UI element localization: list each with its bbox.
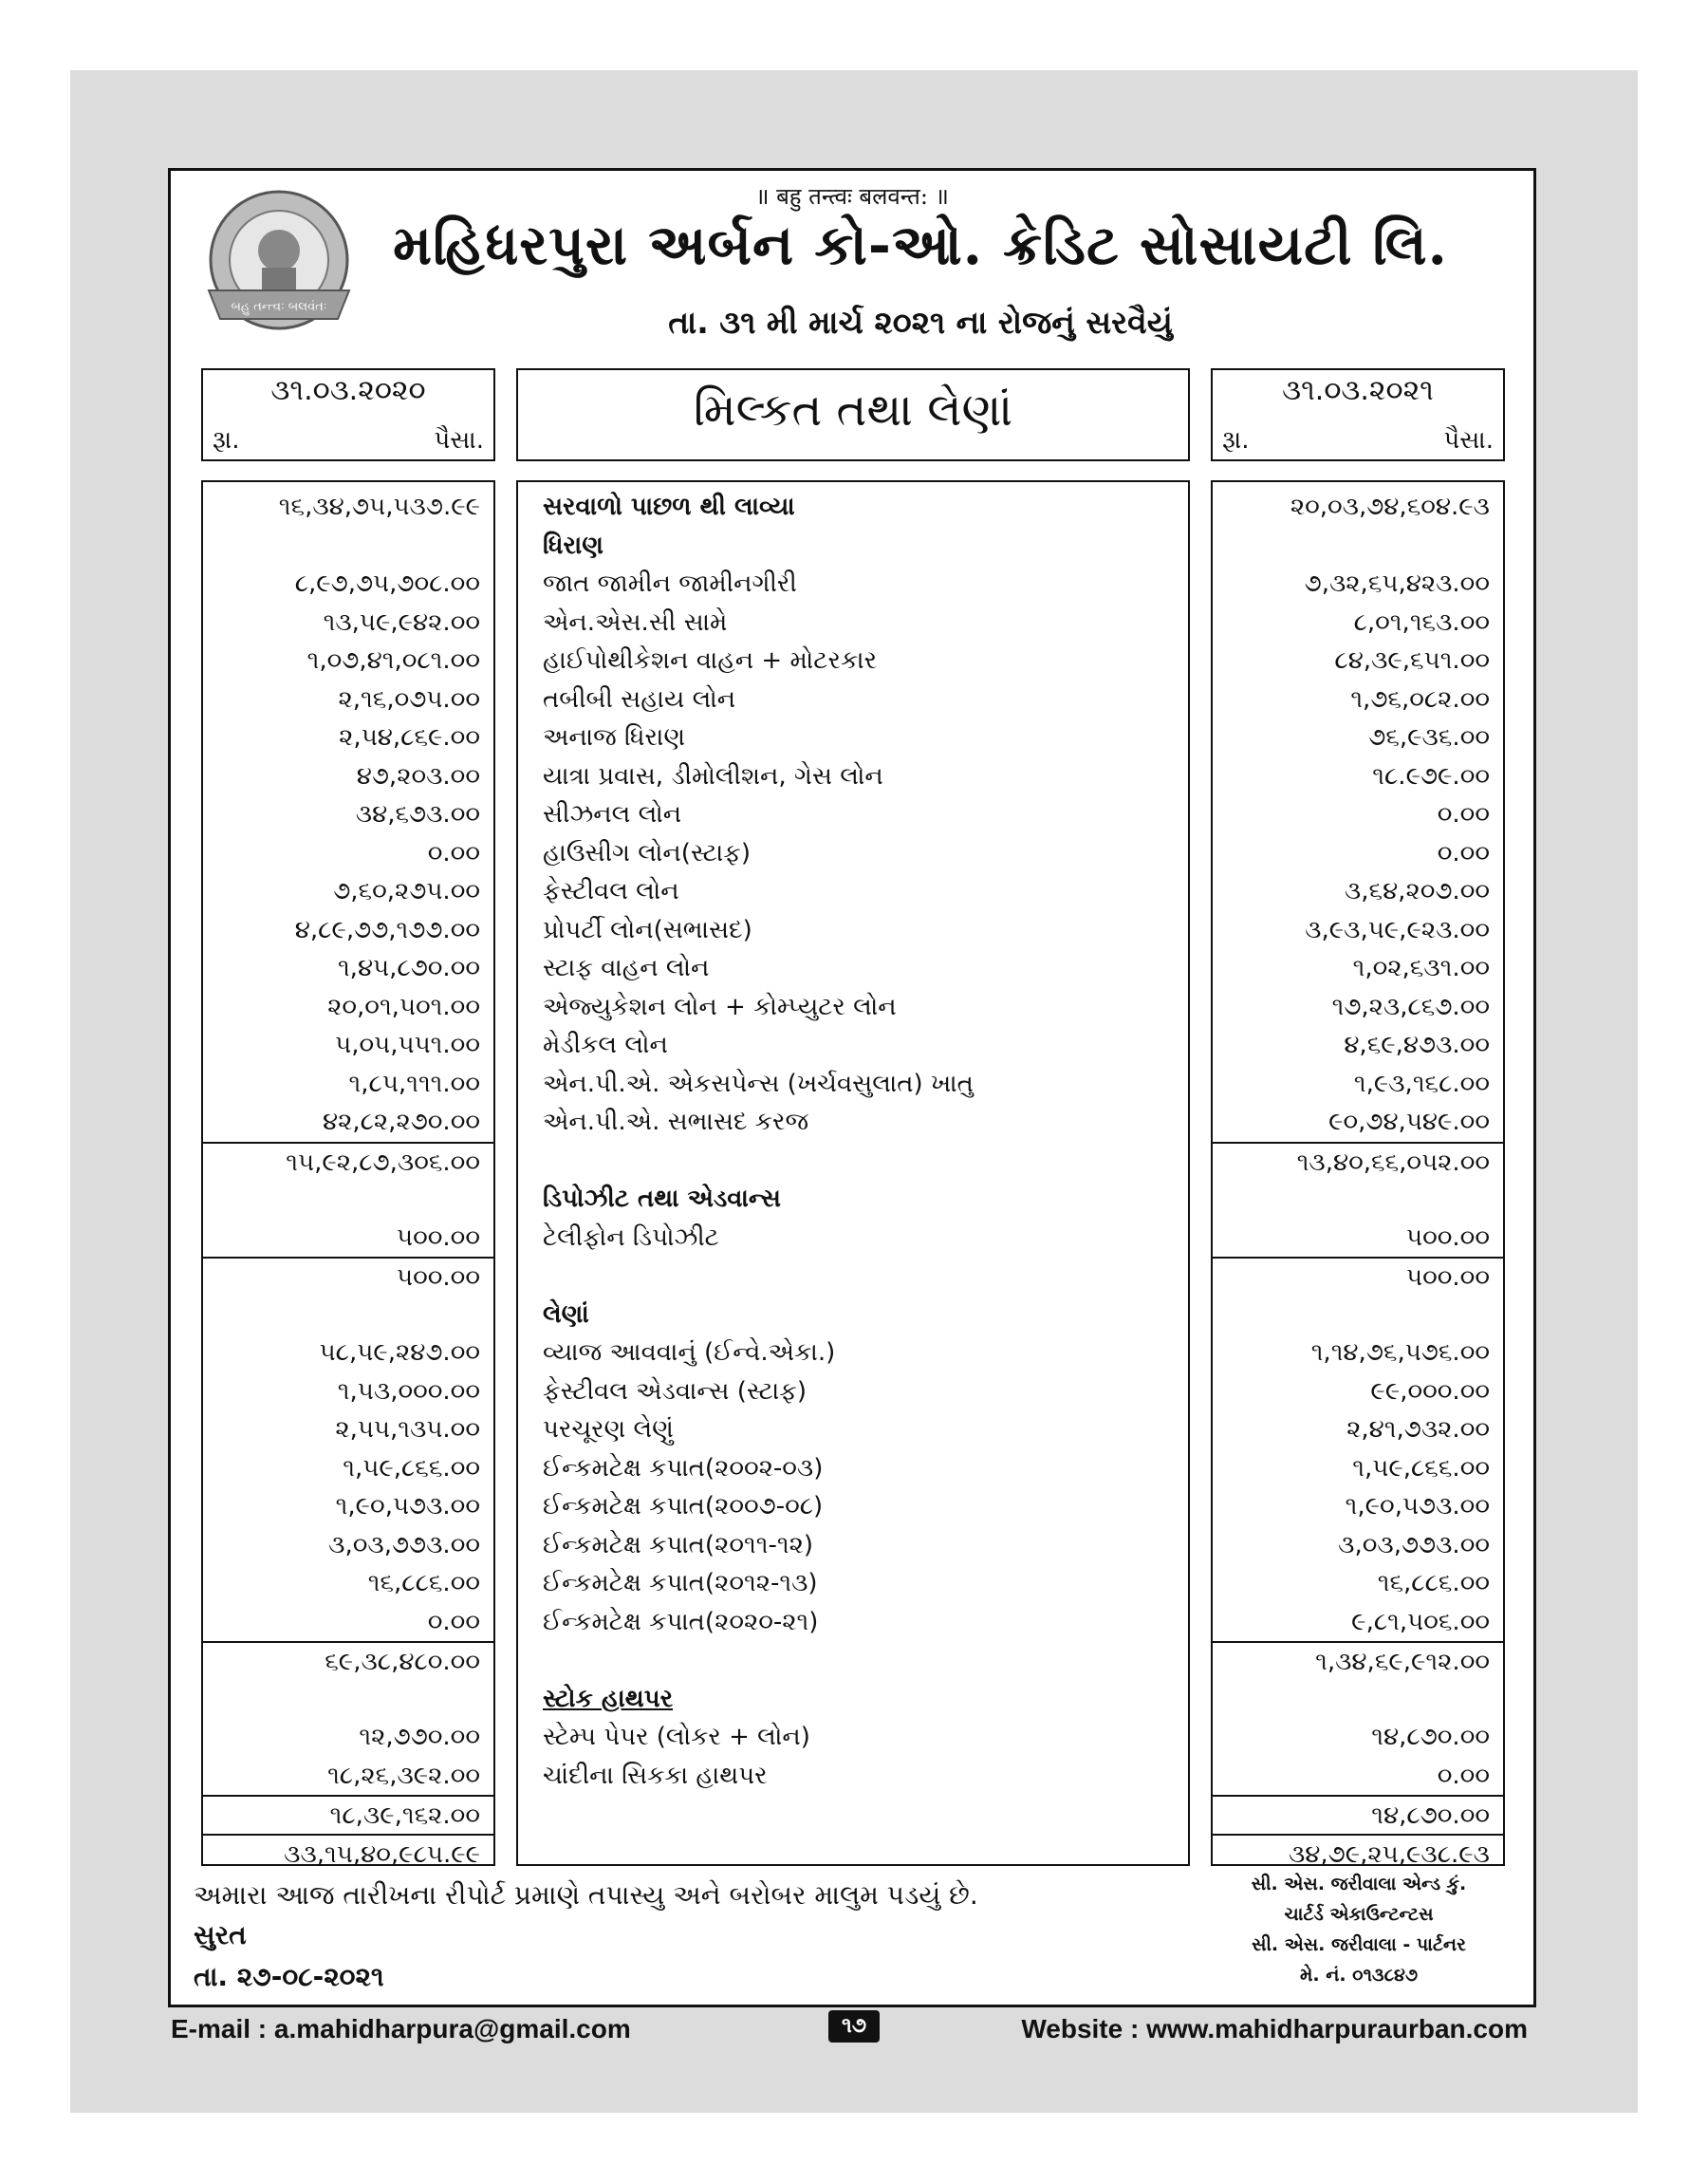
left-amount-cell: ૩૪,૬૭૩.૦૦ xyxy=(355,800,480,829)
left-amount-cell: ૮,૯૭,૭૫,૭૦૮.૦૦ xyxy=(294,569,480,598)
assets-heading: મિલ્કત તથા લેણાં xyxy=(693,383,1013,437)
city: સુરત xyxy=(194,1919,247,1950)
row-description xyxy=(518,604,1188,642)
left-amount-cell: ૧,૯૦,૫૭૩.૦૦ xyxy=(335,1492,480,1521)
row-description-text: હાઉસીગ લોન(સ્ટાફ) xyxy=(543,838,752,868)
row-description-text: ઈન્કમટેક્ષ કપાત(૨૦૦૨-૦૩) xyxy=(543,1453,824,1483)
row-description xyxy=(518,1641,1188,1679)
left-amount-cell: ૨,૫૫,૧૩૫.૦૦ xyxy=(335,1415,480,1444)
left-amount-cell: ૧૫,૯૨,૮૭,૩૦૬.૦૦ xyxy=(203,1142,493,1180)
row-description-text: સ્ટાફ વાહન લોન xyxy=(543,954,710,982)
row-description-text: હાઈપોથીકેશન વાહન + મોટરકાર xyxy=(543,646,878,675)
row-description-text: ઈન્કમટેક્ષ કપાત(૨૦૦૭-૦૮) xyxy=(543,1492,824,1521)
row-description xyxy=(518,1795,1188,1833)
left-amount-cell xyxy=(203,1180,493,1218)
motto: ॥ बहु तन्त्वः बलवन्त: ॥ xyxy=(755,183,949,210)
section-heading xyxy=(518,1180,1188,1218)
balance-sheet-frame xyxy=(168,168,1536,2007)
society-title: મહિધરપુરા અર્બન કો-ઓ. ક્રેડિટ સોસાયટી લિ. xyxy=(393,213,1448,277)
section-heading xyxy=(518,1296,1188,1334)
row-description xyxy=(518,1372,1188,1410)
left-amount-cell: ૭,૬૦,૨૭૫.૦૦ xyxy=(333,877,480,905)
row-description xyxy=(518,757,1188,795)
row-description-text: એન.પી.એ. એકસપેન્સ (ખર્ચવસુલાત) ખાતુ xyxy=(543,1069,974,1098)
row-description xyxy=(518,1142,1188,1180)
right-amount-cell: ૧૪,૮૭૦.૦૦ xyxy=(1213,1795,1503,1833)
right-amount-cell: ૮૪,૩૯,૬૫૧.૦૦ xyxy=(1334,646,1490,675)
right-amount-cell: ૫૦૦.૦૦ xyxy=(1213,1257,1503,1295)
row-description xyxy=(518,1834,1188,1872)
auditor-partner: સી. એસ. જરીવાલા - પાર્ટનર xyxy=(1252,1934,1466,1955)
row-description xyxy=(518,718,1188,756)
right-rs-label: રૂા. xyxy=(1222,426,1250,455)
row-description-text: પ્રોપર્ટી લોન(સભાસદ) xyxy=(543,915,752,944)
left-paisa-label: પૈસા. xyxy=(434,426,484,455)
email-link[interactable]: E-mail : a.mahidharpura@gmail.com xyxy=(171,2014,631,2043)
left-amount-cell: ૫૦૦.૦૦ xyxy=(397,1222,480,1252)
right-amount-cell: ૩,૯૩,૫૯,૯૨૩.૦૦ xyxy=(1305,915,1490,944)
row-description xyxy=(518,681,1188,718)
right-amount-cell: ૯૯,૦૦૦.૦૦ xyxy=(1370,1376,1490,1406)
left-amount-cell: ૫૦૦.૦૦ xyxy=(203,1257,493,1295)
row-description-text: ઈન્કમટેક્ષ કપાત(૨૦૨૦-૨૧) xyxy=(543,1607,819,1636)
left-amount-cell: ૫,૦૫,૫૫૧.૦૦ xyxy=(335,1031,480,1059)
right-paisa-label: પૈસા. xyxy=(1443,426,1494,455)
row-description-text: પરચૂરણ લેણું xyxy=(543,1415,674,1444)
middle-header xyxy=(516,368,1190,461)
right-amount-cell: ૦.૦૦ xyxy=(1437,1761,1490,1790)
section-heading xyxy=(518,527,1188,565)
left-amount-cell: ૧,૫૯,૮૬૬.૦૦ xyxy=(343,1453,480,1483)
row-description xyxy=(518,1718,1188,1756)
row-description xyxy=(518,834,1188,872)
right-amount-cell: ૧૮.૯૭૯.૦૦ xyxy=(1372,761,1490,791)
row-description-text: તબીબી સહાય લોન xyxy=(543,684,736,714)
row-description xyxy=(518,1564,1188,1602)
bottom-bar xyxy=(0,2010,1708,2048)
description-column xyxy=(516,480,1190,1866)
right-amount-cell: ૩,૦૩,૭૭૩.૦૦ xyxy=(1338,1530,1490,1559)
left-amount-cell xyxy=(203,1296,493,1334)
row-description-text: સીઝનલ લોન xyxy=(543,800,682,829)
left-amount-cell: ૧૮,૨૬,૩૯૨.૦૦ xyxy=(327,1761,480,1790)
row-description xyxy=(518,1334,1188,1371)
right-date-header xyxy=(1211,368,1505,461)
row-description-text: ફેસ્ટીવલ લોન xyxy=(543,877,679,905)
row-description xyxy=(518,1410,1188,1448)
right-amount-cell: ૩૪,૭૯,૨૫,૯૩૮.૯૩ xyxy=(1213,1834,1503,1872)
right-amount-cell: ૭૬,૯૩૬.૦૦ xyxy=(1368,723,1490,752)
left-rs-label: રૂા. xyxy=(213,426,240,455)
row-description-text: ચાંદીના સિકકા હાથપર xyxy=(543,1761,768,1790)
page-number: ૧૭ xyxy=(828,2010,880,2043)
auditor-firm: સી. એસ. જરીવાલા એન્ડ કું. xyxy=(1251,1874,1467,1894)
left-amount-cell: ૧૮,૩૯,૧૬૨.૦૦ xyxy=(203,1795,493,1833)
right-amount-cell: ૧૩,૪૦,૬૬,૦૫૨.૦૦ xyxy=(1213,1142,1503,1180)
row-description-text: ધિરાણ xyxy=(543,531,603,560)
row-description-text: વ્યાજ આવવાનું (ઈન્વે.એકા.) xyxy=(543,1338,836,1367)
right-amount-cell xyxy=(1213,527,1503,565)
right-amount-cell: ૧,૭૬,૦૮૨.૦૦ xyxy=(1350,684,1490,714)
row-description-text: એન.પી.એ. સભાસદ કરજ xyxy=(543,1108,809,1136)
auditor-title: ચાર્ટર્ડ એકાઉન્ટન્ટસ xyxy=(1284,1904,1434,1925)
right-amount-cell: ૧,૦૨,૬૩૧.૦૦ xyxy=(1352,954,1490,982)
website-link[interactable]: Website : www.mahidharpuraurban.com xyxy=(1021,2014,1528,2043)
left-amount-cell: ૩,૦૩,૭૭૩.૦૦ xyxy=(328,1530,480,1559)
row-description xyxy=(518,1526,1188,1564)
right-amount-cell: ૧,૫૯,૮૬૬.૦૦ xyxy=(1352,1453,1490,1483)
left-amount-cell: ૧૨,૭૭૦.૦૦ xyxy=(359,1723,480,1751)
logo-ribbon-text: બહુ તન્ત્વઃ બલવંતઃ xyxy=(231,300,327,314)
right-amount-cell: ૦.૦૦ xyxy=(1437,838,1490,868)
left-amount-cell xyxy=(203,527,493,565)
right-amount-cell xyxy=(1213,1180,1503,1218)
row-description-text: સ્ટોક હાથપર xyxy=(543,1684,674,1713)
audit-date: તા. ૨૭-૦૮-૨૦૨૧ xyxy=(194,1961,384,1992)
row-description-text: ટેલીફોન ડિપોઝીટ xyxy=(543,1222,719,1252)
membership-number: મે. નં. ૦૧૩૮૪૭ xyxy=(1299,1965,1419,1986)
row-description xyxy=(518,988,1188,1026)
row-description xyxy=(518,949,1188,987)
right-amount-cell: ૨૦,૦૩,૭૪,૬૦૪.૯૩ xyxy=(1290,493,1490,521)
row-description xyxy=(518,1065,1188,1103)
society-logo-emblem xyxy=(195,184,362,351)
row-description xyxy=(518,1026,1188,1064)
row-description-text: જાત જામીન જામીનગીરી xyxy=(543,569,797,598)
right-amount-cell: ૯,૮૧,૫૦૬.૦૦ xyxy=(1351,1607,1490,1636)
right-amount-cell: ૩,૬૪,૨૦૭.૦૦ xyxy=(1344,877,1490,905)
row-description xyxy=(518,1757,1188,1795)
section-heading xyxy=(518,488,1188,526)
row-description xyxy=(518,795,1188,833)
left-date: ૩૧.૦૩.૨૦૨૦ xyxy=(270,374,426,407)
row-description-text: ફેસ્ટીવલ એડવાન્સ (સ્ટાફ) xyxy=(543,1376,807,1406)
row-description xyxy=(518,911,1188,949)
left-amount-cell: ૧,૫૩,૦૦૦.૦૦ xyxy=(337,1376,480,1406)
right-amount-cell: ૧,૧૪,૭૬,૫૭૬.૦૦ xyxy=(1310,1338,1490,1367)
left-amount-cell: ૧,૦૭,૪૧,૦૮૧.૦૦ xyxy=(306,646,480,675)
audit-statement: અમારા આજ તારીખના રીપોર્ટ પ્રમાણે તપાસ્યુ અને બરોબર માલુમ પડયું છે. xyxy=(194,1879,978,1911)
row-description xyxy=(518,1219,1188,1257)
right-amount-cell: ૨,૪૧,૭૩૨.૦૦ xyxy=(1346,1415,1490,1444)
right-amount-cell: ૮,૦૧,૧૬૩.૦૦ xyxy=(1353,607,1490,637)
right-amount-cell: ૦.૦૦ xyxy=(1437,800,1490,829)
left-amount-cell: ૦.૦૦ xyxy=(427,1607,480,1636)
row-description xyxy=(518,1103,1188,1141)
right-amount-cell: ૧,૯૦,૫૭૩.૦૦ xyxy=(1345,1492,1490,1521)
right-amount-cell xyxy=(1213,1680,1503,1718)
row-description-text: સરવાળો પાછળ થી લાવ્યા xyxy=(543,493,795,521)
row-description xyxy=(518,1603,1188,1641)
left-amount-cell: ૨,૧૬,૦૭૫.૦૦ xyxy=(338,684,480,714)
right-date: ૩૧.૦૩.૨૦૨૧ xyxy=(1282,374,1434,407)
right-amount-cell: ૧,૩૪,૬૯,૯૧૨.૦૦ xyxy=(1213,1641,1503,1679)
right-amount-cell: ૧૭,૨૩,૮૬૭.૦૦ xyxy=(1331,992,1490,1021)
row-description xyxy=(518,1449,1188,1487)
row-description-text: મેડીકલ લોન xyxy=(543,1031,668,1059)
row-description-text: ઈન્કમટેક્ષ કપાત(૨૦૧૧-૧૨) xyxy=(543,1530,813,1559)
left-amount-cell: ૦.૦૦ xyxy=(427,838,480,868)
left-amount-cell: ૨,૫૪,૮૬૯.૦૦ xyxy=(339,723,480,752)
right-amount-cell: ૧૪,૮૭૦.૦૦ xyxy=(1371,1723,1490,1751)
left-amount-cell: ૩૩,૧૫,૪૦,૯૮૫.૯૯ xyxy=(203,1834,493,1872)
right-amount-cell: ૭,૩૨,૬૫,૪૨૩.૦૦ xyxy=(1304,569,1490,598)
row-description-text: એજ્યુકેશન લોન + કોમ્પ્યુટર લોન xyxy=(543,992,897,1021)
row-description xyxy=(518,1257,1188,1295)
row-description-text: એન.એસ.સી સામે xyxy=(543,607,728,637)
left-amount-cell: ૧૬,૩૪,૭૫,૫૩૭.૯૯ xyxy=(278,493,480,521)
left-amount-cell: ૪૨,૮૨,૨૭૦.૦૦ xyxy=(322,1108,480,1136)
left-amount-cell: ૬૯,૩૮,૪૮૦.૦૦ xyxy=(203,1641,493,1679)
row-description-text: લેણાં xyxy=(543,1299,589,1329)
right-amount-cell: ૧૬,૮૮૬.૦૦ xyxy=(1377,1569,1490,1597)
left-amount-cell: ૧,૮૫,૧૧૧.૦૦ xyxy=(348,1069,480,1098)
left-amount-column xyxy=(201,480,495,1869)
left-amount-cell: ૪૭,૨૦૩.૦૦ xyxy=(356,761,480,791)
left-amount-cell xyxy=(203,1680,493,1718)
row-description xyxy=(518,872,1188,910)
left-amount-cell: ૫૮,૫૯,૨૪૭.૦૦ xyxy=(319,1338,480,1367)
row-description-text: યાત્રા પ્રવાસ, ડીમોલીશન, ગેસ લોન xyxy=(543,761,883,791)
right-amount-column xyxy=(1211,480,1505,1869)
right-amount-cell: ૫૦૦.૦૦ xyxy=(1406,1222,1490,1252)
left-amount-cell: ૧,૪૫,૮૭૦.૦૦ xyxy=(337,954,480,982)
row-description-text: ડિપોઝીટ તથા એડવાન્સ xyxy=(543,1185,781,1213)
left-amount-cell: ૧૩,૫૯,૯૪૨.૦૦ xyxy=(323,607,480,637)
row-description-text: ઈન્કમટેક્ષ કપાત(૨૦૧૨-૧૩) xyxy=(543,1569,818,1597)
right-amount-cell xyxy=(1213,1296,1503,1334)
row-description xyxy=(518,565,1188,603)
row-description xyxy=(518,642,1188,680)
left-amount-cell: ૪,૮૯,૭૭,૧૭૭.૦૦ xyxy=(294,915,480,944)
left-date-header xyxy=(201,368,495,461)
row-description-text: અનાજ ધિરાણ xyxy=(543,723,685,752)
statement-subtitle: તા. ૩૧ મી માર્ચ ૨૦૨૧ ના રોજનું સરવૈયું xyxy=(668,304,1173,341)
row-description xyxy=(518,1487,1188,1525)
row-description-text: સ્ટેમ્પ પેપર (લોકર + લોન) xyxy=(543,1723,810,1751)
left-amount-cell: ૧૬,૮૮૬.૦૦ xyxy=(367,1569,480,1597)
right-amount-cell: ૧,૯૩,૧૬૮.૦૦ xyxy=(1353,1069,1490,1098)
left-amount-cell: ૨૦,૦૧,૫૦૧.૦૦ xyxy=(327,992,480,1021)
section-heading xyxy=(518,1680,1188,1718)
right-amount-cell: ૯૦,૭૪,૫૪૯.૦૦ xyxy=(1328,1108,1490,1136)
right-amount-cell: ૪,૬૯,૪૭૩.૦૦ xyxy=(1344,1031,1490,1059)
